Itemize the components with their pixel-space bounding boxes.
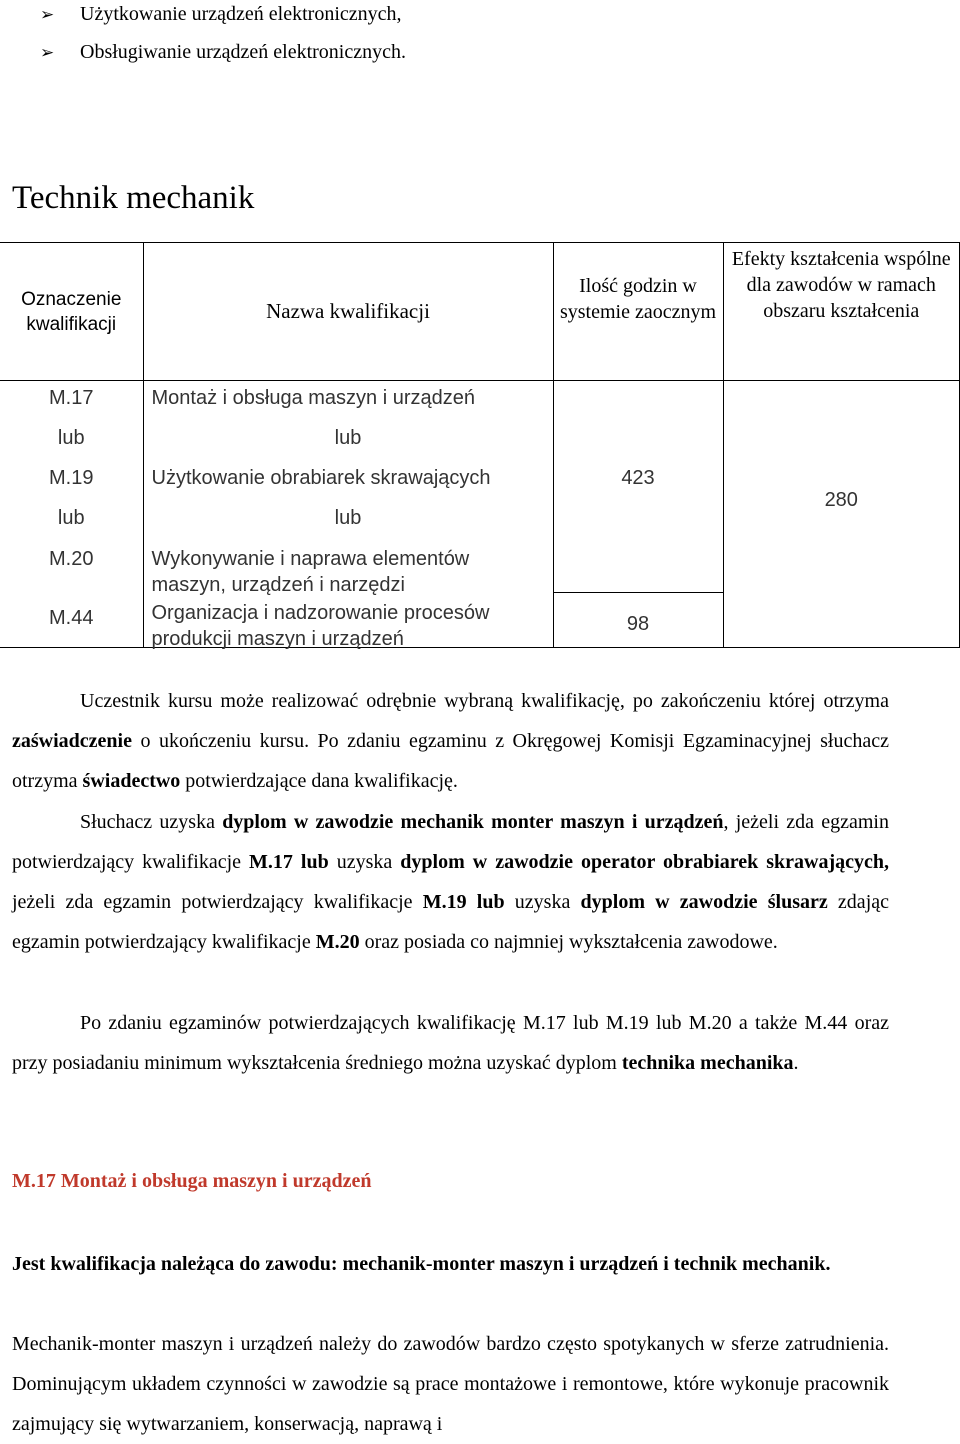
header-hours: Ilość godzin w systemie zaocznym — [553, 243, 723, 381]
header-effects: Efekty kształcenia wspólne dla zawodów w ramach obszaru kształcenia — [723, 243, 960, 381]
text-span: . — [793, 1052, 799, 1074]
bullet-text: Użytkowanie urządzeń elektronicznych, — [80, 3, 402, 25]
name-item: lub — [334, 507, 362, 529]
bullet-item — [40, 40, 406, 65]
bold-span: dyplom w zawodzie mechanik monter maszyn i urządzeń — [222, 811, 724, 833]
name-item: lub — [334, 427, 362, 449]
header-code: Oznaczenie kwalifikacji — [0, 243, 143, 381]
text-span: oraz posiada co najmniej wykształcenia zawodowe. — [359, 931, 778, 953]
table-body-row — [0, 381, 960, 648]
bold-span: M.19 lub — [422, 891, 505, 913]
header-name: Nazwa kwalifikacji — [143, 243, 553, 381]
bold-span: świadectwo — [82, 770, 181, 792]
text-span: potwierdzające dana kwalifikację. — [180, 770, 458, 792]
arrow-bullet-icon: ➢ — [40, 5, 55, 25]
name-item: Organizacja i nadzorowanie procesów produkcji maszyn i urządzeń — [151, 602, 490, 650]
qualification-code: M.17 — [12, 1170, 56, 1192]
codes-cell — [0, 381, 143, 648]
hours-cell — [553, 381, 723, 648]
code-item: M.44 — [49, 607, 94, 629]
bullet-item — [40, 2, 402, 27]
text-span: Słuchacz uzyska — [80, 811, 223, 833]
text-span: Uczestnik kursu może realizować odrębnie wybraną kwalifikację, po zakończeniu której otrzyma — [80, 690, 889, 712]
hours-value: 423 — [621, 467, 655, 489]
name-item: Wykonywanie i naprawa elementów maszyn, urządzeń i narzędzi — [151, 548, 470, 596]
bullet-text: Obsługiwanie urządzeń elektronicznych. — [80, 41, 406, 63]
effects-value: 280 — [723, 381, 960, 648]
code-item: M.17 — [49, 387, 94, 409]
bold-span: dyplom w zawodzie ślusarz — [580, 891, 828, 913]
text-span: , jeżeli zda egzamin potwierdzający kwalifikacje — [12, 811, 889, 873]
qualification-heading — [12, 1166, 371, 1196]
names-cell — [143, 381, 553, 648]
text-span: uzyska — [328, 851, 401, 873]
name-item: Montaż i obsługa maszyn i urządzeń — [151, 387, 475, 409]
paragraph-technician — [12, 1003, 889, 1083]
hours-value: 98 — [626, 613, 650, 635]
code-item: M.19 — [49, 467, 94, 489]
bold-span: zaświadczenie — [12, 730, 132, 752]
paragraph-certificate — [12, 681, 889, 801]
bold-span: dyplom w zawodzie operator obrabiarek skrawających, — [400, 851, 890, 873]
code-item: M.20 — [49, 548, 94, 570]
code-item: lub — [57, 427, 85, 449]
bold-span: M.20 — [315, 931, 360, 953]
name-item: Użytkowanie obrabiarek skrawających — [151, 467, 491, 489]
paragraph-diplomas — [12, 802, 889, 962]
section-title: Technik mechanik — [12, 180, 255, 216]
code-item: lub — [57, 507, 85, 529]
qualification-title: Montaż i obsługa maszyn i urządzeń — [55, 1170, 372, 1192]
text-span: o ukończeniu kursu. Po zdaniu egzaminu z Okręgowej Komisji Egzaminacyjnej słuchacz otrzyma — [12, 730, 889, 792]
bold-span: technika mechanika — [621, 1052, 794, 1074]
qualification-table — [0, 242, 960, 648]
text-span: uzyska — [504, 891, 581, 913]
table-header-row — [0, 243, 960, 381]
text-span: zdając egzamin potwierdzający kwalifikacje — [12, 891, 889, 953]
text-span: jeżeli zda egzamin potwierdzający kwalifikacje — [12, 891, 423, 913]
paragraph-description: Mechanik-monter maszyn i urządzeń należy do zawodów bardzo często spotykanych w sferze zatrudnienia. Dominującym układem czynności w zawodzie są prace montażowe i remontowe, które wykonuje pracownik zajmujący się wytwarzaniem, konserwacją, naprawą i — [12, 1333, 889, 1435]
paragraph-profession: Jest kwalifikacja należąca do zawodu: mechanik-monter maszyn i urządzeń i technik mechanik. — [12, 1253, 831, 1275]
arrow-bullet-icon: ➢ — [40, 43, 55, 63]
text-span: Po zdaniu egzaminów potwierdzających kwalifikację M.17 lub M.19 lub M.20 a także M.44 oraz przy posiadaniu minimum wykształcenia średniego można uzyskać dyplom — [12, 1012, 889, 1074]
bold-span: M.17 lub — [249, 851, 329, 873]
